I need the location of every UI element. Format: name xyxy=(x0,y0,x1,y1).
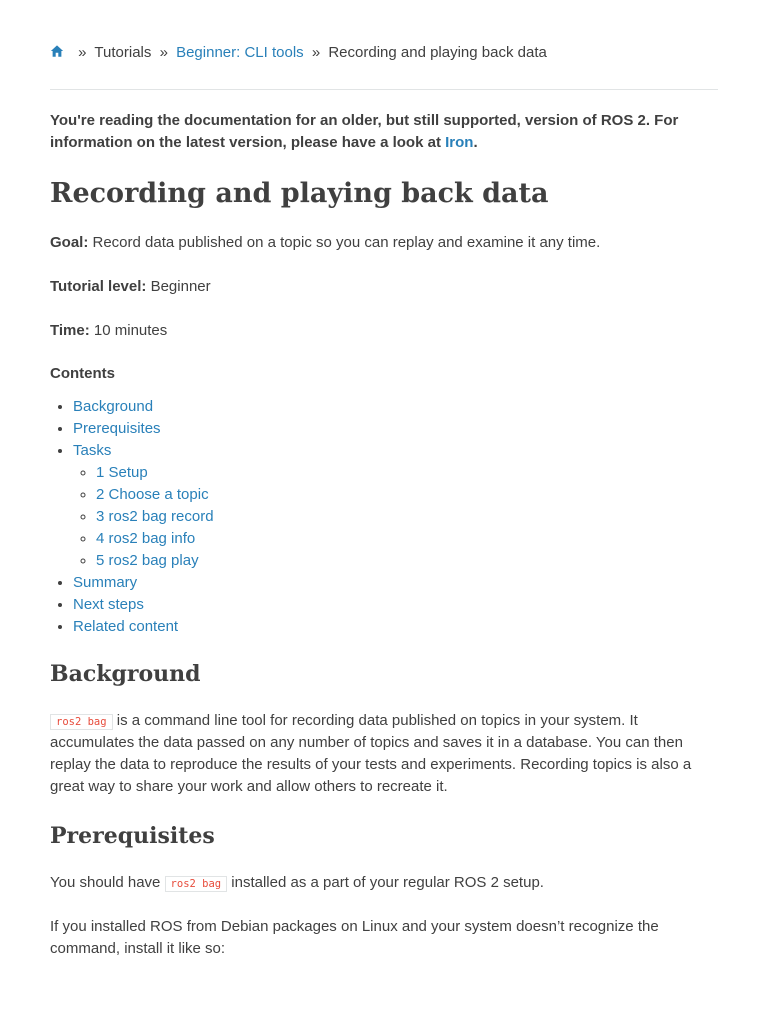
prereq-text-after: installed as a part of your regular ROS 2 setup. xyxy=(227,874,544,891)
toc-item xyxy=(73,616,214,638)
breadcrumb xyxy=(50,42,718,64)
breadcrumb-cli-tools[interactable]: Beginner: CLI tools xyxy=(176,44,304,61)
toc-link-bag-info[interactable]: 4 ros2 bag info xyxy=(96,530,196,547)
notice-latest-link[interactable]: Iron xyxy=(445,134,474,151)
toc-link-bag-record[interactable]: 3 ros2 bag record xyxy=(96,508,214,525)
goal-line xyxy=(50,232,600,254)
toc-item xyxy=(73,440,214,572)
home-icon xyxy=(50,44,64,58)
toc-link-bag-play[interactable]: 5 ros2 bag play xyxy=(96,552,199,569)
toc-link-next-steps[interactable]: Next steps xyxy=(73,596,144,613)
table-of-contents xyxy=(50,396,214,638)
version-notice xyxy=(50,110,718,154)
time-text: 10 minutes xyxy=(89,322,168,339)
prereq-text-before: You should have xyxy=(50,874,165,891)
toc-link-setup[interactable]: 1 Setup xyxy=(96,464,148,481)
toc-link-tasks[interactable]: Tasks xyxy=(73,442,112,459)
time-label: Time: xyxy=(50,322,90,339)
breadcrumb-current: Recording and playing back data xyxy=(328,44,547,61)
tutorial-level-text: Beginner xyxy=(146,278,211,295)
breadcrumb-separator: » xyxy=(159,44,168,61)
toc-link-background[interactable]: Background xyxy=(73,398,154,415)
background-paragraph xyxy=(50,710,708,798)
contents-title: Contents xyxy=(50,365,115,382)
tutorial-level-line xyxy=(50,276,211,298)
toc-subitem xyxy=(96,506,214,528)
toc-subitem xyxy=(96,528,214,550)
background-text: is a command line tool for recording data published on topics in your system. It accumulates the data passed on any number of topics and saves it in a database. You can then replay the data to reproduce the results of your tests and experiments. Recording topics is also a great way to share your work and allow others to recreate it. xyxy=(50,712,692,795)
breadcrumb-separator: » xyxy=(311,44,321,61)
breadcrumb-home[interactable] xyxy=(50,44,74,61)
goal-label: Goal: xyxy=(50,234,89,251)
toc-link-choose-topic[interactable]: 2 Choose a topic xyxy=(96,486,209,503)
page-title: Recording and playing back data xyxy=(50,178,549,209)
toc-link-related-content[interactable]: Related content xyxy=(73,618,179,635)
notice-text: You're reading the documentation for an older, but still supported, version of ROS 2. For information on the latest version, please have a look at xyxy=(50,112,679,151)
toc-item xyxy=(73,418,214,440)
install-paragraph: If you installed ROS from Debian packages on Linux and your system doesn’t recognize the command, install it like so: xyxy=(50,918,659,957)
breadcrumb-tutorials[interactable]: Tutorials xyxy=(94,44,152,61)
time-line xyxy=(50,320,167,342)
toc-sublist xyxy=(73,462,214,572)
inline-code: ros2 bag xyxy=(165,876,228,892)
tutorial-level-label: Tutorial level: xyxy=(50,278,147,295)
toc-subitem xyxy=(96,484,214,506)
prerequisites-paragraph xyxy=(50,872,708,894)
toc-subitem xyxy=(96,462,214,484)
toc-item xyxy=(73,396,214,418)
header-divider xyxy=(50,89,718,90)
toc-link-prerequisites[interactable]: Prerequisites xyxy=(73,420,161,437)
toc-item xyxy=(73,572,214,594)
notice-end: . xyxy=(473,134,478,151)
breadcrumb-separator: » xyxy=(78,44,87,61)
goal-text: Record data published on a topic so you can replay and examine it any time. xyxy=(88,234,601,251)
toc-item xyxy=(73,594,214,616)
toc-subitem xyxy=(96,550,214,572)
prerequisites-heading: Prerequisites xyxy=(50,823,215,849)
toc-link-summary[interactable]: Summary xyxy=(73,574,138,591)
background-heading: Background xyxy=(50,661,201,687)
inline-code: ros2 bag xyxy=(50,714,113,730)
